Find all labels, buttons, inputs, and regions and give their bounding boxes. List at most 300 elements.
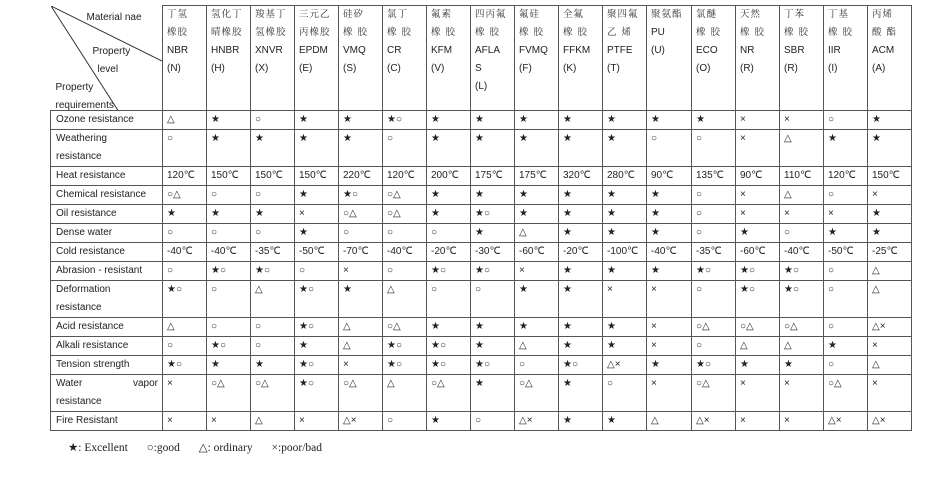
rating-cell: ★ [427,412,471,431]
legend-excellent: ★: Excellent [68,442,128,454]
rating-cell: ★ [603,186,647,205]
rating-cell: ★ [603,337,647,356]
material-abbreviation: (R) [740,63,754,74]
material-code: ECO [696,45,718,56]
rating-cell: ★ [559,186,603,205]
rating-cell: × [736,111,780,130]
material-abbreviation: (T) [607,63,620,74]
rating-cell: ★ [515,318,559,337]
rating-cell: -50℃ [295,243,339,262]
rating-cell: ○ [163,130,207,167]
rating-cell: 200℃ [427,167,471,186]
rating-cell: ○ [692,130,736,167]
rating-cell: ★ [647,224,692,243]
rating-cell: ○ [427,281,471,318]
rating-cell: 120℃ [824,167,868,186]
rating-cell: ★○ [471,205,515,224]
rating-cell: ○ [780,224,824,243]
rating-cell: ★ [559,318,603,337]
rating-cell: ○ [824,281,868,318]
rating-cell: ○ [692,186,736,205]
rating-cell: 150℃ [868,167,912,186]
rating-cell: ★ [427,318,471,337]
row-label-text: Oil resistance [56,208,117,219]
row-label-text: Alkali resistance [56,340,129,351]
material-abbreviation: (F) [519,63,532,74]
rating-cell: △ [868,356,912,375]
material-header-9 [559,6,603,111]
rating-cell: ○ [824,186,868,205]
rubber-property-table-wrap [50,5,912,431]
rating-cell: × [647,318,692,337]
table-row [51,375,912,412]
rating-cell: △ [868,281,912,318]
row-label-text: Cold resistance [56,246,125,257]
row-label-text: Heat resistance [56,170,126,181]
rating-cell: ○ [692,224,736,243]
material-header-15 [824,6,868,111]
material-cn-name-1: 四丙氟 [475,9,507,20]
material-header-7 [471,6,515,111]
material-cn-name-1: 天然 [740,9,762,20]
rating-cell: -100℃ [603,243,647,262]
rating-cell: ★ [559,205,603,224]
material-code: XNVR [255,45,283,56]
row-label [51,356,163,375]
table-row [51,262,912,281]
row-label-word: Water [56,378,83,389]
rating-cell: -60℃ [515,243,559,262]
rating-cell: ★ [515,111,559,130]
rating-cell: ○ [603,375,647,412]
rating-cell: ★ [427,186,471,205]
rating-cell: × [868,186,912,205]
rating-cell: ★ [207,111,251,130]
rating-cell: 90℃ [736,167,780,186]
material-cn-name-1: 氢化丁 [211,9,243,20]
rating-cell: ★ [647,111,692,130]
row-label-text: Deformation resistance [56,284,111,313]
rating-cell: ★ [295,224,339,243]
material-cn-name-2: 橡 胶 [784,27,810,38]
rating-cell: △ [515,224,559,243]
rating-cell: ★○ [383,337,427,356]
table-row [51,356,912,375]
rating-cell: 175℃ [471,167,515,186]
rating-cell: ★ [647,186,692,205]
rating-cell: -20℃ [559,243,603,262]
rating-cell: ○△ [824,375,868,412]
rating-cell: × [868,337,912,356]
rating-cell: ★ [868,205,912,224]
rating-cell: × [780,375,824,412]
rating-cell: △ [780,130,824,167]
rating-cell: ★ [559,375,603,412]
rating-cell: ★○ [383,111,427,130]
material-code: SBR [784,45,805,56]
rating-cell: ★ [559,130,603,167]
rating-cell: × [736,130,780,167]
material-abbreviation: (R) [784,63,798,74]
material-abbreviation: (K) [563,63,577,74]
rating-cell: ★ [559,224,603,243]
rating-cell: ★ [692,111,736,130]
rating-cell: ★○ [383,356,427,375]
row-label-text: Tension strength [56,359,130,370]
material-cn-name-1: 氯醚 [696,9,718,20]
rating-cell: ○ [824,111,868,130]
material-abbreviation: (N) [167,63,181,74]
rating-cell: ★ [427,111,471,130]
material-code: NBR [167,45,189,56]
rating-cell: ★○ [295,281,339,318]
material-header-16 [868,6,912,111]
rating-cell: 150℃ [295,167,339,186]
material-abbreviation: (I) [828,63,838,74]
rating-cell: ★○ [692,356,736,375]
rating-cell: 320℃ [559,167,603,186]
material-header-12 [692,6,736,111]
rating-cell: ★ [868,224,912,243]
material-cn-name-1: 全氟 [563,9,585,20]
rating-cell: ★ [559,337,603,356]
rating-cell: △× [339,412,383,431]
rating-cell: ★○ [251,262,295,281]
rating-cell: ★○ [207,262,251,281]
material-cn-name-2: 乙 烯 [607,27,633,38]
material-abbreviation: (V) [431,63,445,74]
rating-cell: -30℃ [471,243,515,262]
rating-cell: ★ [471,375,515,412]
rating-cell: ○ [163,262,207,281]
rating-cell: ○ [383,262,427,281]
rating-cell: ★ [824,224,868,243]
rating-cell: ○ [163,337,207,356]
rating-cell: -50℃ [824,243,868,262]
rating-cell: 135℃ [692,167,736,186]
row-label-text: Weathering resistance [56,133,107,162]
material-abbreviation: (A) [872,63,886,74]
material-header-1 [207,6,251,111]
rating-cell: ★ [515,186,559,205]
material-header-0 [163,6,207,111]
material-header-5 [383,6,427,111]
table-row [51,186,912,205]
rating-cell: ★ [868,111,912,130]
material-abbreviation: (C) [387,63,401,74]
rating-cell: ★○ [427,356,471,375]
material-cn-name-1: 丁苯 [784,9,806,20]
rating-cell: △ [383,375,427,412]
rating-cell: ★ [736,356,780,375]
rating-cell: ○△ [383,205,427,224]
rating-cell: ○ [251,318,295,337]
row-label-text: Fire Resistant [56,415,118,426]
rating-cell: ★ [559,412,603,431]
corner-level-label: level [97,63,119,75]
row-label [51,337,163,356]
row-label [51,224,163,243]
rating-cell: △× [868,412,912,431]
rating-cell: ○ [207,186,251,205]
rating-cell: △ [251,281,295,318]
rating-cell: ○ [824,356,868,375]
rating-cell: ★ [295,130,339,167]
material-abbreviation: (H) [211,63,225,74]
rating-cell: × [339,356,383,375]
rating-cell: ★ [559,262,603,281]
rating-cell: ★ [736,224,780,243]
rating-cell: -40℃ [207,243,251,262]
rating-cell: ○ [692,281,736,318]
material-cn-name-2: 橡 胶 [519,27,545,38]
rating-cell: ○ [339,224,383,243]
rating-cell: △ [383,281,427,318]
row-label [51,167,163,186]
material-cn-name-2: 橡 胶 [475,27,501,38]
rating-cell: × [868,375,912,412]
rating-cell: ★ [295,111,339,130]
rating-cell: ○△ [339,375,383,412]
material-cn-name-1: 硅矽 [343,9,365,20]
rating-cell: △× [603,356,647,375]
rating-cell: ★ [868,130,912,167]
rating-cell: ○△ [427,375,471,412]
material-cn-name-2: 酸 酯 [872,27,898,38]
material-cn-name-2: 晴橡胶 [211,27,243,38]
material-code: (U) [651,45,665,56]
rating-cell: ★ [559,281,603,318]
rating-cell: ★ [824,337,868,356]
material-cn-name-2: 氢橡胶 [255,27,287,38]
rating-cell: ★ [251,356,295,375]
rating-cell: ○ [207,281,251,318]
material-code: EPDM [299,45,328,56]
row-label [51,186,163,205]
material-abbreviation: S [475,63,482,74]
rating-cell: × [647,281,692,318]
rating-cell: -35℃ [692,243,736,262]
material-cn-name-2: PU [651,27,665,38]
rating-cell: -40℃ [383,243,427,262]
row-label-text: Acid resistance [56,321,124,332]
rating-cell: ○ [471,412,515,431]
row-label-line-2: resistance [56,396,102,407]
rating-cell: ○ [383,130,427,167]
rating-cell: ★ [207,130,251,167]
material-code: AFLA [475,45,501,56]
header-row [51,6,912,111]
row-label-text: Abrasion - resistant [56,265,143,276]
table-row [51,318,912,337]
material-cn-name-1: 氟硅 [519,9,541,20]
table-row [51,281,912,318]
rating-cell: -60℃ [736,243,780,262]
rating-cell: △ [780,186,824,205]
rating-cell: -70℃ [339,243,383,262]
row-label [51,375,163,412]
header-corner-cell [51,6,163,111]
rating-cell: ○△ [692,375,736,412]
rating-cell: × [736,412,780,431]
row-label-line-1 [56,375,162,393]
rating-cell: ○△ [383,318,427,337]
rating-cell: 220℃ [339,167,383,186]
row-label-text: Dense water [56,227,113,238]
material-header-4 [339,6,383,111]
rating-cell: × [736,205,780,224]
rating-cell: △× [692,412,736,431]
rating-cell: △× [868,318,912,337]
legend-good: ○:good [146,442,180,454]
rating-cell: × [780,205,824,224]
material-code: CR [387,45,402,56]
rubber-property-table [50,5,912,431]
material-abbreviation: (E) [299,63,313,74]
row-label-word: vapor [132,378,158,389]
rating-cell: × [824,205,868,224]
rating-cell: ○ [647,130,692,167]
rating-cell: ★○ [471,262,515,281]
rating-cell: ★ [471,318,515,337]
rating-cell: ★ [603,205,647,224]
rating-cell: ★○ [780,281,824,318]
row-label [51,130,163,167]
rating-cell: ★ [207,205,251,224]
row-label [51,318,163,337]
rating-cell: -40℃ [647,243,692,262]
material-header-14 [780,6,824,111]
table-row [51,224,912,243]
rating-cell: ★ [603,262,647,281]
row-label-text: Chemical resistance [56,189,147,200]
legend-poor: ×:poor/bad [271,442,323,454]
table-row [51,205,912,224]
table-row [51,412,912,431]
material-code: IIR [828,45,841,56]
rating-cell: ★○ [427,262,471,281]
rating-cell: ○ [383,224,427,243]
rating-cell: ★ [471,224,515,243]
rating-cell: × [780,111,824,130]
rating-cell: ★○ [163,356,207,375]
rating-cell: ○ [692,337,736,356]
row-label-text: Ozone resistance [56,114,134,125]
material-header-6 [427,6,471,111]
rating-cell: △ [647,412,692,431]
rating-cell: ★ [471,111,515,130]
rating-cell: ○ [207,224,251,243]
material-code: ACM [872,45,895,56]
material-cn-name-1: 聚四氟 [607,9,639,20]
rating-cell: -40℃ [780,243,824,262]
rating-cell: ○ [383,412,427,431]
rating-cell: △ [163,111,207,130]
rating-cell: ★○ [692,262,736,281]
material-cn-name-2: 橡 胶 [431,27,457,38]
rating-cell: ★○ [207,337,251,356]
rating-cell: △ [251,412,295,431]
material-cn-name-2: 橡 胶 [696,27,722,38]
rating-cell: ○ [251,186,295,205]
rating-cell: × [515,262,559,281]
rating-cell: ★ [515,130,559,167]
material-cn-name-1: 氟素 [431,9,453,20]
corner-material-name-label: Material nae [86,11,142,23]
material-code: VMQ [343,45,366,56]
rating-cell: △× [515,412,559,431]
material-abbreviation: (O) [696,63,711,74]
legend-ordinary: △: ordinary [198,442,253,454]
rating-cell: △ [163,318,207,337]
material-cn-name-1: 丙烯 [872,9,894,20]
rating-cell: ★○ [736,262,780,281]
material-cn-name-2: 橡胶 [167,27,189,38]
rating-cell: ○ [251,111,295,130]
rating-cell: ★○ [295,356,339,375]
rating-cell: ○△ [736,318,780,337]
rating-cell: × [207,412,251,431]
rating-cell: ★ [780,356,824,375]
rating-cell: -35℃ [251,243,295,262]
rating-cell: ★ [339,111,383,130]
rating-cell: ★ [339,281,383,318]
rating-cell: × [163,412,207,431]
rating-cell: ○△ [692,318,736,337]
material-code: FVMQ [519,45,548,56]
rating-cell: ○△ [207,375,251,412]
row-label [51,243,163,262]
rating-cell: ★ [427,205,471,224]
rating-cell: ★ [163,205,207,224]
rating-cell: 110℃ [780,167,824,186]
rating-cell: ○△ [515,375,559,412]
rating-cell: △ [780,337,824,356]
material-cn-name-1: 三元乙 [299,9,331,20]
material-cn-name-1: 氯丁 [387,9,409,20]
rating-cell: ○△ [780,318,824,337]
rating-cell: ★ [471,337,515,356]
rating-cell: ○△ [251,375,295,412]
rating-cell: ○ [251,337,295,356]
rating-cell: ★○ [736,281,780,318]
rating-cell: ★ [603,111,647,130]
rating-cell: -40℃ [163,243,207,262]
rating-cell: ★ [207,356,251,375]
material-code: HNBR [211,45,240,56]
rating-cell: △× [824,412,868,431]
material-header-11 [647,6,692,111]
rating-cell: × [647,375,692,412]
rating-cell: ★○ [339,186,383,205]
rating-cell: ★○ [295,318,339,337]
rating-cell: ○△ [163,186,207,205]
material-abbreviation-2: (L) [475,81,488,92]
rating-cell: ★ [471,186,515,205]
rating-cell: ○ [295,262,339,281]
rating-cell: ★ [647,356,692,375]
rating-cell: ○ [692,205,736,224]
rating-cell: ★ [603,318,647,337]
table-row [51,167,912,186]
legend [68,440,338,454]
table-row [51,337,912,356]
rating-cell: ★ [603,224,647,243]
material-cn-name-2: 橡 胶 [828,27,854,38]
rating-cell: ★ [515,205,559,224]
rating-cell: 280℃ [603,167,647,186]
rating-cell: × [780,412,824,431]
